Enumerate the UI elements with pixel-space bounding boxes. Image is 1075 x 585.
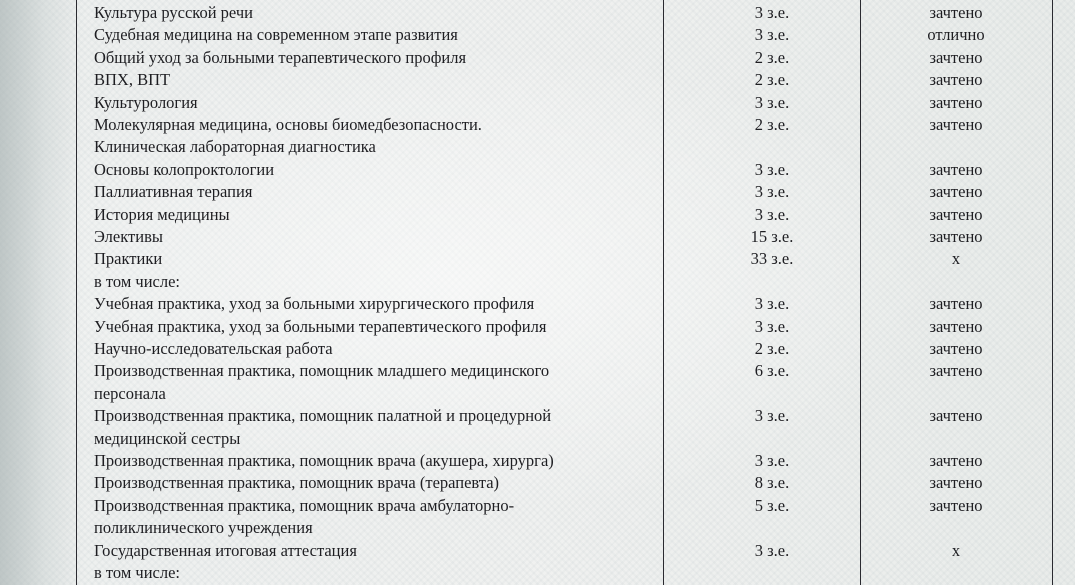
row-grade: зачтено [929,92,983,112]
row-name: Культура русской речи [94,3,253,22]
row-name: Элективы [94,227,163,246]
row-credit: 3 з.е. [754,406,790,426]
row-credit: 3 з.е. [754,316,790,336]
row-credit: 3 з.е. [754,294,790,314]
row-name: Клиническая лабораторная диагностика [94,137,376,157]
row-grade: зачтено [929,451,983,470]
row-credit: 3 з.е. [754,92,790,112]
row-name: Культурология [94,92,198,112]
row-name: Производственная практика, помощник врача (акушера, хирурга) [94,451,554,470]
row-name: Производственная практика, помощник врача (терапевта) [94,473,500,493]
row-grade: зачтено [929,406,983,426]
row-name: в том числе: [94,563,181,582]
row-credit: 3 з.е. [754,204,790,224]
row-credit: 3 з.е. [754,540,790,560]
row-credit: 2 з.е. [754,47,790,67]
row-name: персонала [94,383,166,403]
row-name: Общий уход за больными терапевтического профиля [94,47,467,67]
row-credit: 3 з.е. [754,182,790,202]
row-grade: зачтено [929,294,983,314]
row-grade: зачтено [929,316,983,336]
row-credit: 3 з.е. [754,25,790,45]
row-credit: 2 з.е. [754,339,790,358]
row-name: медицинской сестры [94,428,241,448]
row-grade: зачтено [929,339,983,358]
row-grade: зачтено [929,3,983,22]
row-grade: х [951,540,961,560]
row-name: Судебная медицина на современном этапе развития [94,25,458,45]
row-name: в том числе: [94,271,181,291]
row-grade: х [951,249,961,269]
row-grade: зачтено [929,227,983,246]
row-name: Производственная практика, помощник врача амбулаторно- [94,495,515,515]
row-grade: зачтено [929,495,983,515]
row-credit: 8 з.е. [754,473,790,493]
row-credit: 6 з.е. [754,361,790,381]
row-credit: 2 з.е. [754,115,790,134]
row-name: Молекулярная медицина, основы биомедбезопасности. [94,115,482,134]
row-name: Основы колопроктологии [94,159,275,179]
row-name: Производственная практика, помощник палатной и процедурной [94,406,552,426]
row-credit: 15 з.е. [750,227,794,246]
row-name: Учебная практика, уход за больными терапевтического профиля [94,316,547,336]
row-name: ВПХ, ВПТ [94,70,171,90]
row-name: Производственная практика, помощник младшего медицинского [94,361,550,381]
row-name: История медицины [94,204,230,224]
row-grade: зачтено [929,47,983,67]
row-credit: 3 з.е. [754,3,790,22]
row-name: поликлинического учреждения [94,518,313,538]
row-name: Государственная итоговая аттестация [94,540,357,560]
row-name: Научно-исследовательская работа [94,339,333,358]
row-credit: 2 з.е. [754,70,790,90]
row-grade: зачтено [929,159,983,179]
row-credit: 33 з.е. [750,249,794,269]
row-grade: зачтено [929,473,983,493]
row-credit: 3 з.е. [754,159,790,179]
row-name: Практики [94,249,163,269]
row-grade: зачтено [929,204,983,224]
row-credit: 3 з.е. [754,451,790,470]
row-grade: зачтено [929,182,983,202]
row-name: Паллиативная терапия [94,182,253,202]
row-grade: зачтено [929,361,983,381]
row-grade: зачтено [929,115,983,134]
row-grade: отлично [927,25,985,45]
row-credit: 5 з.е. [754,495,790,515]
row-name: Учебная практика, уход за больными хирургического профиля [94,294,535,314]
row-grade: зачтено [929,70,983,90]
